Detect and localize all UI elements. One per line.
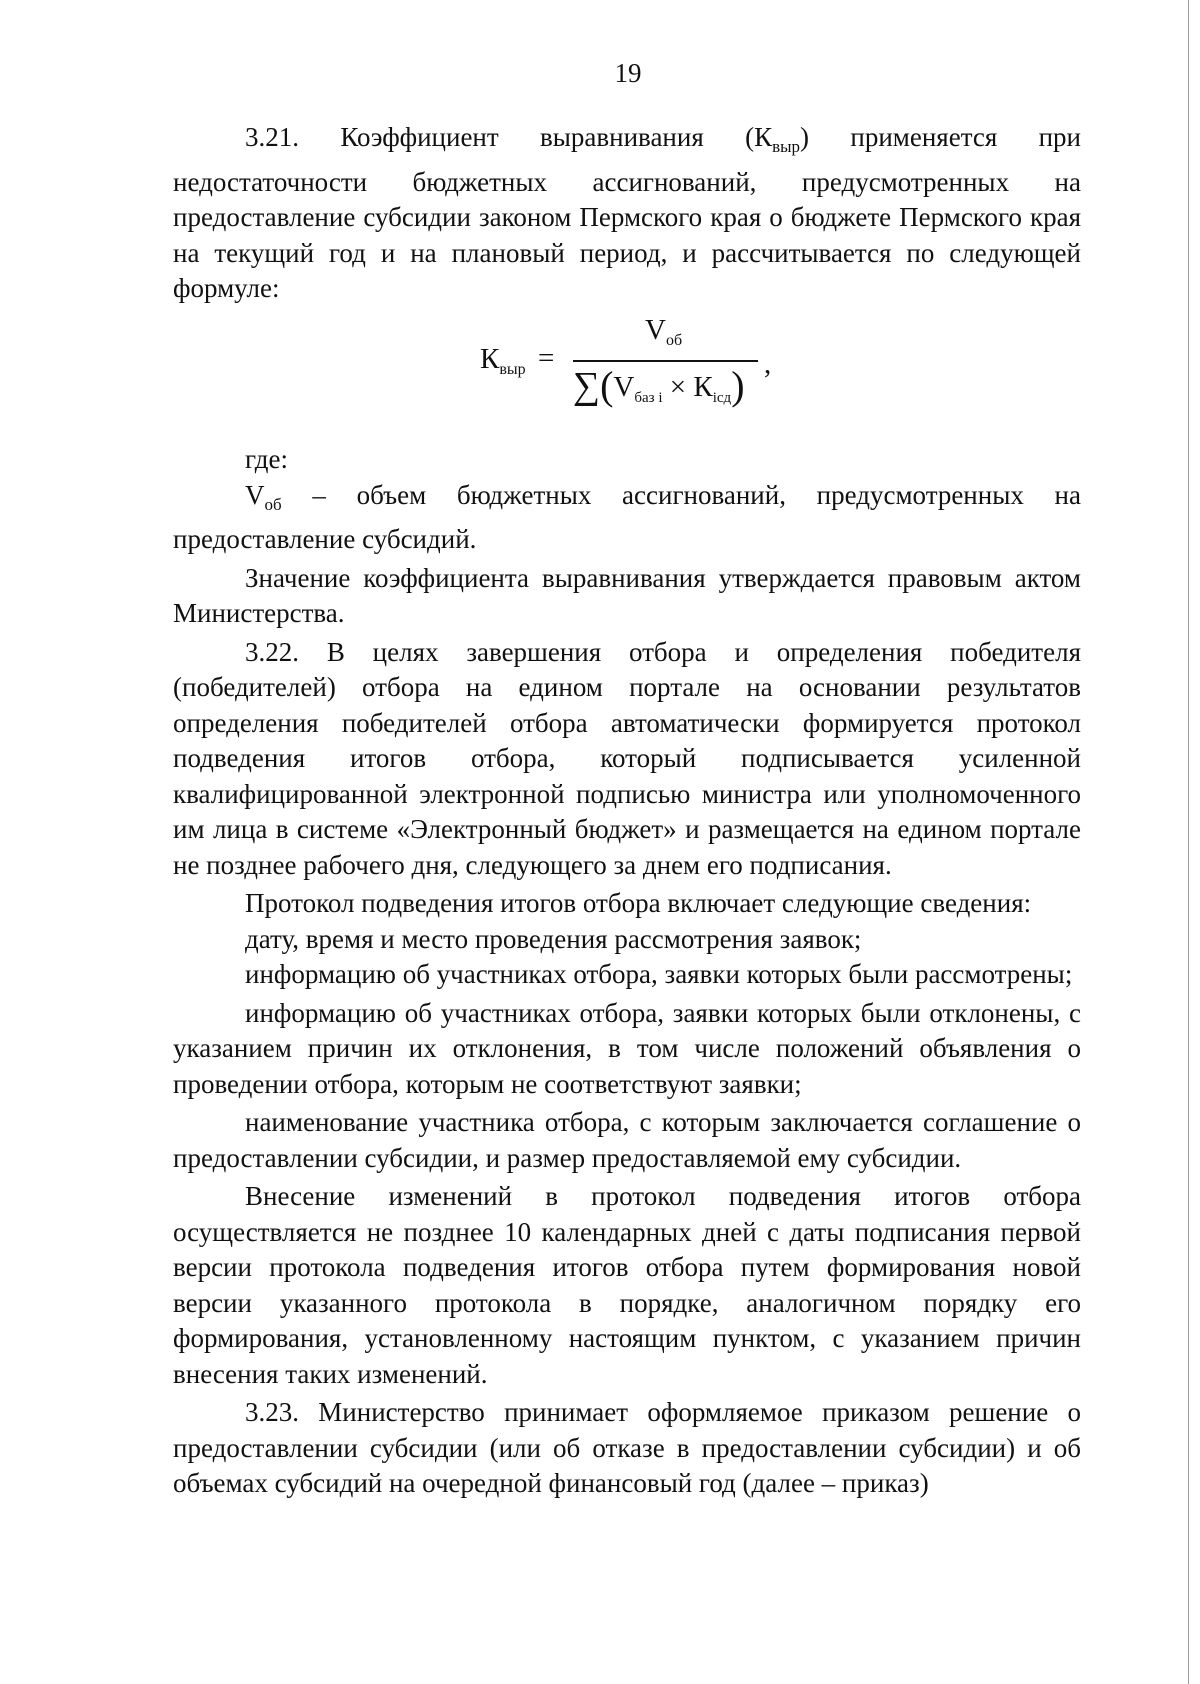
paragraph-text: 3.21. Коэффициент выравнивания (К <box>245 122 773 152</box>
paragraph-changes: Внесение изменений в протокол подведения итогов отбора осуществляется не позднее 10 календарных дней с даты подписания первой версии протокола подведения итогов отбора путем формирования новой версии указанного протокола в порядке, аналогичном порядку его формирования, установленному настоящим пунктом, с указанием причин внесения таких изменений. <box>173 1181 1081 1389</box>
paragraph-3-22: 3.22. В целях завершения отбора и определения победителя (победителей) отбора на едином портале на основании результатов определения победителей отбора автоматически формируется протокол подведения итогов отбора, который подписывается усиленной квалифицированной электронной подписью министра или уполномоченного им лица в системе «Электронный бюджет» и размещается на едином портале не позднее рабочего дня, следующего за днем его подписания. <box>173 636 1081 880</box>
where-label: где: <box>245 444 288 474</box>
formula-denominator: $\sum(V_{баз i} \times К_{iсд})$ <box>573 363 745 408</box>
formula <box>480 314 800 420</box>
scan-edge-line <box>1188 0 1189 1684</box>
formula-lhs: $К_{выр}$ <box>480 343 526 378</box>
paragraph-text: ) применяется при недостаточности бюджетных ассигнований, предусмотренных на предоставление субсидии законом Пермского края о бюджете Пермского края на текущий год и на плановый период, и рассчитывается по следующей формуле: <box>173 122 1081 303</box>
subscript: выр <box>772 137 801 156</box>
paragraph-3-21-block <box>173 120 1081 307</box>
paragraph-3-21 <box>173 120 1081 307</box>
formula-numerator: $V_{об}$ <box>645 314 683 349</box>
formula-equals: = <box>538 342 555 374</box>
paragraph-info-reviewed: информацию об участниках отбора, заявки которых были рассмотрены; <box>245 959 1073 989</box>
main-text-block <box>173 442 1081 1502</box>
paragraph-info-rejected: информацию об участниках отбора, заявки которых были отклонены, с указанием причин их отклонения, в том числе положений объявления о проведении отбора, которым не соответствуют заявки; <box>173 997 1081 1099</box>
paragraph-3-23: 3.23. Министерство принимает оформляемое приказом решение о предоставлении субсидии (или об отказе в предоставлении субсидии) и об объемах субсидий на очередной финансовый год (далее – приказ) <box>173 1397 1081 1498</box>
paragraph-protocol: Протокол подведения итогов отбора включает следующие сведения: <box>245 888 1032 918</box>
paragraph-coefficient-value: Значение коэффициента выравнивания утверждается правовым актом Министерства. <box>173 562 1081 628</box>
paragraph-participant-name: наименование участника отбора, с которым заключается соглашение о предоставлении субсидии, и размер предоставляемой ему субсидии. <box>173 1107 1081 1173</box>
page-number: 19 <box>614 58 642 88</box>
v-definition: $V_{об}$ – объем бюджетных ассигнований, предусмотренных на предоставление субсидий. <box>173 479 1081 554</box>
paragraph-date: дату, время и место проведения рассмотрения заявок; <box>245 923 862 954</box>
formula-comma: , <box>764 348 772 380</box>
